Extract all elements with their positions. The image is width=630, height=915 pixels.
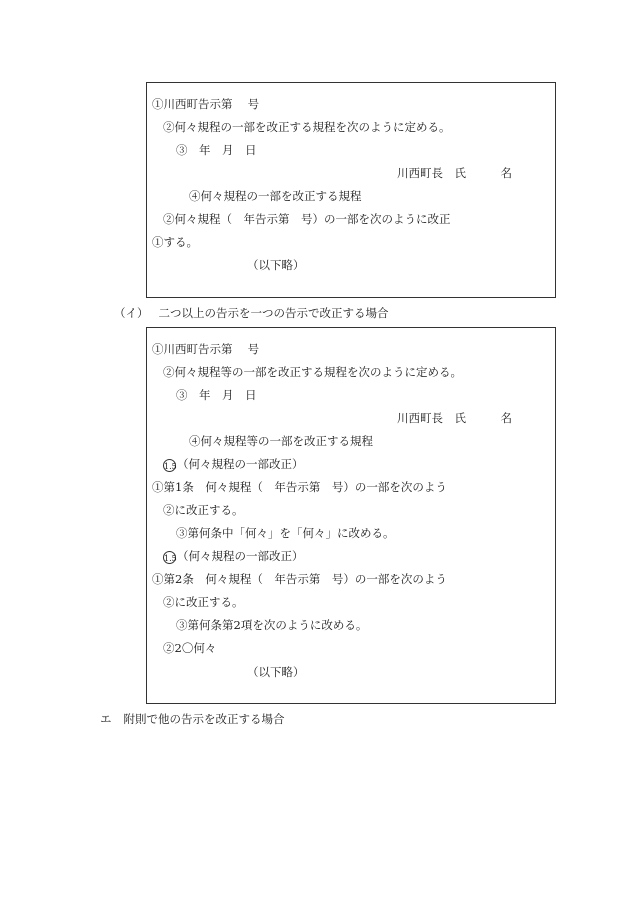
enactment-sentence: ②何々規程の一部を改正する規程を次のように定める。	[163, 120, 451, 134]
article-2-line-1: ①第2条 何々規程（ 年告示第 号）の一部を次のよう	[152, 572, 447, 586]
omitted-note: （以下略）	[247, 258, 305, 272]
spacing-circle-mark: 1.5	[163, 459, 176, 472]
date-line: ③ 年 月 日	[176, 143, 257, 157]
heading-marker: （イ）	[114, 306, 149, 320]
article-1-line-2: ②に改正する。	[163, 503, 244, 517]
heading-text: 二つ以上の告示を一つの告示で改正する場合	[158, 306, 389, 320]
spacing-circle-mark: 1.5	[163, 551, 176, 564]
article-2-line-2: ②に改正する。	[163, 595, 244, 609]
omitted-note: （以下略）	[247, 665, 305, 679]
article-caption-2: 1.5（何々規程の一部改正）	[164, 549, 304, 563]
section-heading-e	[100, 711, 285, 727]
amendment-body-line-1: ②何々規程（ 年告示第 号）の一部を次のように改正	[163, 212, 451, 226]
heading-marker: エ	[100, 712, 112, 726]
regulation-title: ④何々規程等の一部を改正する規程	[189, 434, 373, 448]
enactment-sentence: ②何々規程等の一部を改正する規程を次のように定める。	[163, 365, 462, 379]
date-line: ③ 年 月 日	[176, 388, 257, 402]
regulation-title: ④何々規程の一部を改正する規程	[189, 189, 362, 203]
example-box-2	[146, 327, 556, 704]
mayor-signature-line: 川西町長 氏 名	[397, 166, 512, 180]
section-heading-i	[114, 305, 389, 321]
article-2-paragraph: ②2〇何々	[163, 641, 217, 655]
article-caption-1: 1.5（何々規程の一部改正）	[164, 457, 304, 471]
notice-number-line: ①川西町告示第 号	[152, 342, 260, 356]
amendment-body-line-2: ①する。	[152, 235, 198, 249]
mayor-signature-line: 川西町長 氏 名	[397, 411, 512, 425]
article-1-line-1: ①第1条 何々規程（ 年告示第 号）の一部を次のよう	[152, 480, 447, 494]
heading-text: 附則で他の告示を改正する場合	[123, 712, 285, 726]
article-1-change: ③第何条中「何々」を「何々」に改める。	[176, 526, 395, 540]
article-2-change: ③第何条第2項を次のように改める。	[176, 618, 368, 632]
example-box-1	[146, 82, 556, 298]
notice-number-line: ①川西町告示第 号	[152, 97, 260, 111]
